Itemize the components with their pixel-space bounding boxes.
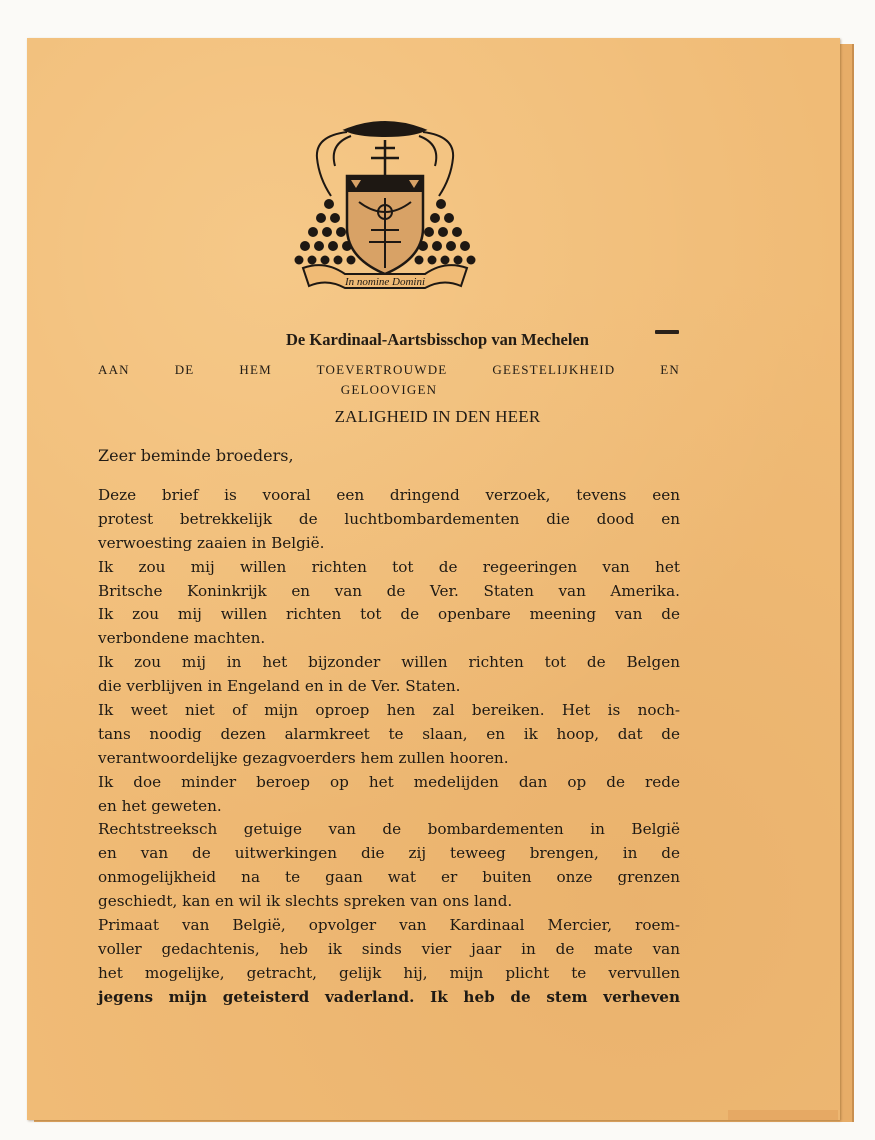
letter-body bbox=[98, 484, 680, 1010]
body-line: Ik zou mij willen richten tot de regeeringen van het bbox=[98, 557, 680, 576]
salutation: Zeer beminde broeders, bbox=[98, 446, 294, 465]
body-line: en het geweten. bbox=[98, 796, 222, 815]
body-line: geschiedt, kan en wil ik slechts spreken van ons land. bbox=[98, 892, 513, 911]
subheading-line-1: AAN DE HEM TOEVERTROUWDE GEESTELIJKHEID EN bbox=[98, 362, 680, 377]
paper-fold-edge bbox=[728, 1110, 838, 1120]
greeting-title: ZALIGHEID IN DEN HEER bbox=[334, 407, 541, 426]
body-line: jegens mijn geteisterd vaderland. Ik heb de stem verheven bbox=[98, 987, 680, 1006]
body-line: verantwoordelijke gezagvoerders hem zullen hooren. bbox=[98, 748, 509, 767]
body-line: Rechtstreeksch getuige van de bombardementen in België bbox=[98, 820, 680, 839]
body-line: het mogelijke, getracht, gelijk hij, mijn plicht te vervullen bbox=[98, 963, 680, 982]
body-line: onmogelijkheid na te gaan wat er buiten onze grenzen bbox=[98, 868, 680, 887]
coat-of-arms-icon bbox=[285, 118, 485, 296]
body-line: Ik doe minder beroep op het medelijden dan op de rede bbox=[98, 772, 680, 791]
body-line: Primaat van België, opvolger van Kardinaal Mercier, roem- bbox=[98, 916, 680, 935]
body-line: Ik weet niet of mijn oproep hen zal bereiken. Het is noch- bbox=[98, 701, 680, 720]
body-line: Ik zou mij in het bijzonder willen richten tot de Belgen bbox=[98, 653, 680, 672]
body-line: Britsche Koninkrijk en van de Ver. Staten van Amerika. bbox=[98, 581, 680, 600]
body-line: protest betrekkelijk de luchtbombardementen die dood en bbox=[98, 509, 680, 528]
body-line: en van de uitwerkingen die zij teweeg brengen, in de bbox=[98, 844, 680, 863]
body-line: verwoesting zaaien in België. bbox=[98, 533, 325, 552]
subheading-line-2: GELOOVIGEN bbox=[340, 382, 438, 397]
body-line: verbondene machten. bbox=[98, 629, 266, 648]
body-line: tans noodig dezen alarmkreet te slaan, en ik hoop, dat de bbox=[98, 724, 680, 743]
body-line: voller gedachtenis, heb ik sinds vier jaar in de mate van bbox=[98, 939, 680, 958]
letter-heading: De Kardinaal-Aartsbisschop van Mechelen bbox=[286, 330, 589, 349]
body-line: die verblijven in Engeland en in de Ver. Staten. bbox=[98, 677, 461, 696]
letter-subheading bbox=[98, 360, 680, 400]
body-line: Deze brief is vooral een dringend verzoek, tevens een bbox=[98, 486, 680, 504]
motto-text: In nomine Domini bbox=[344, 276, 426, 288]
body-line: Ik zou mij willen richten tot de openbare meening van de bbox=[98, 605, 680, 624]
